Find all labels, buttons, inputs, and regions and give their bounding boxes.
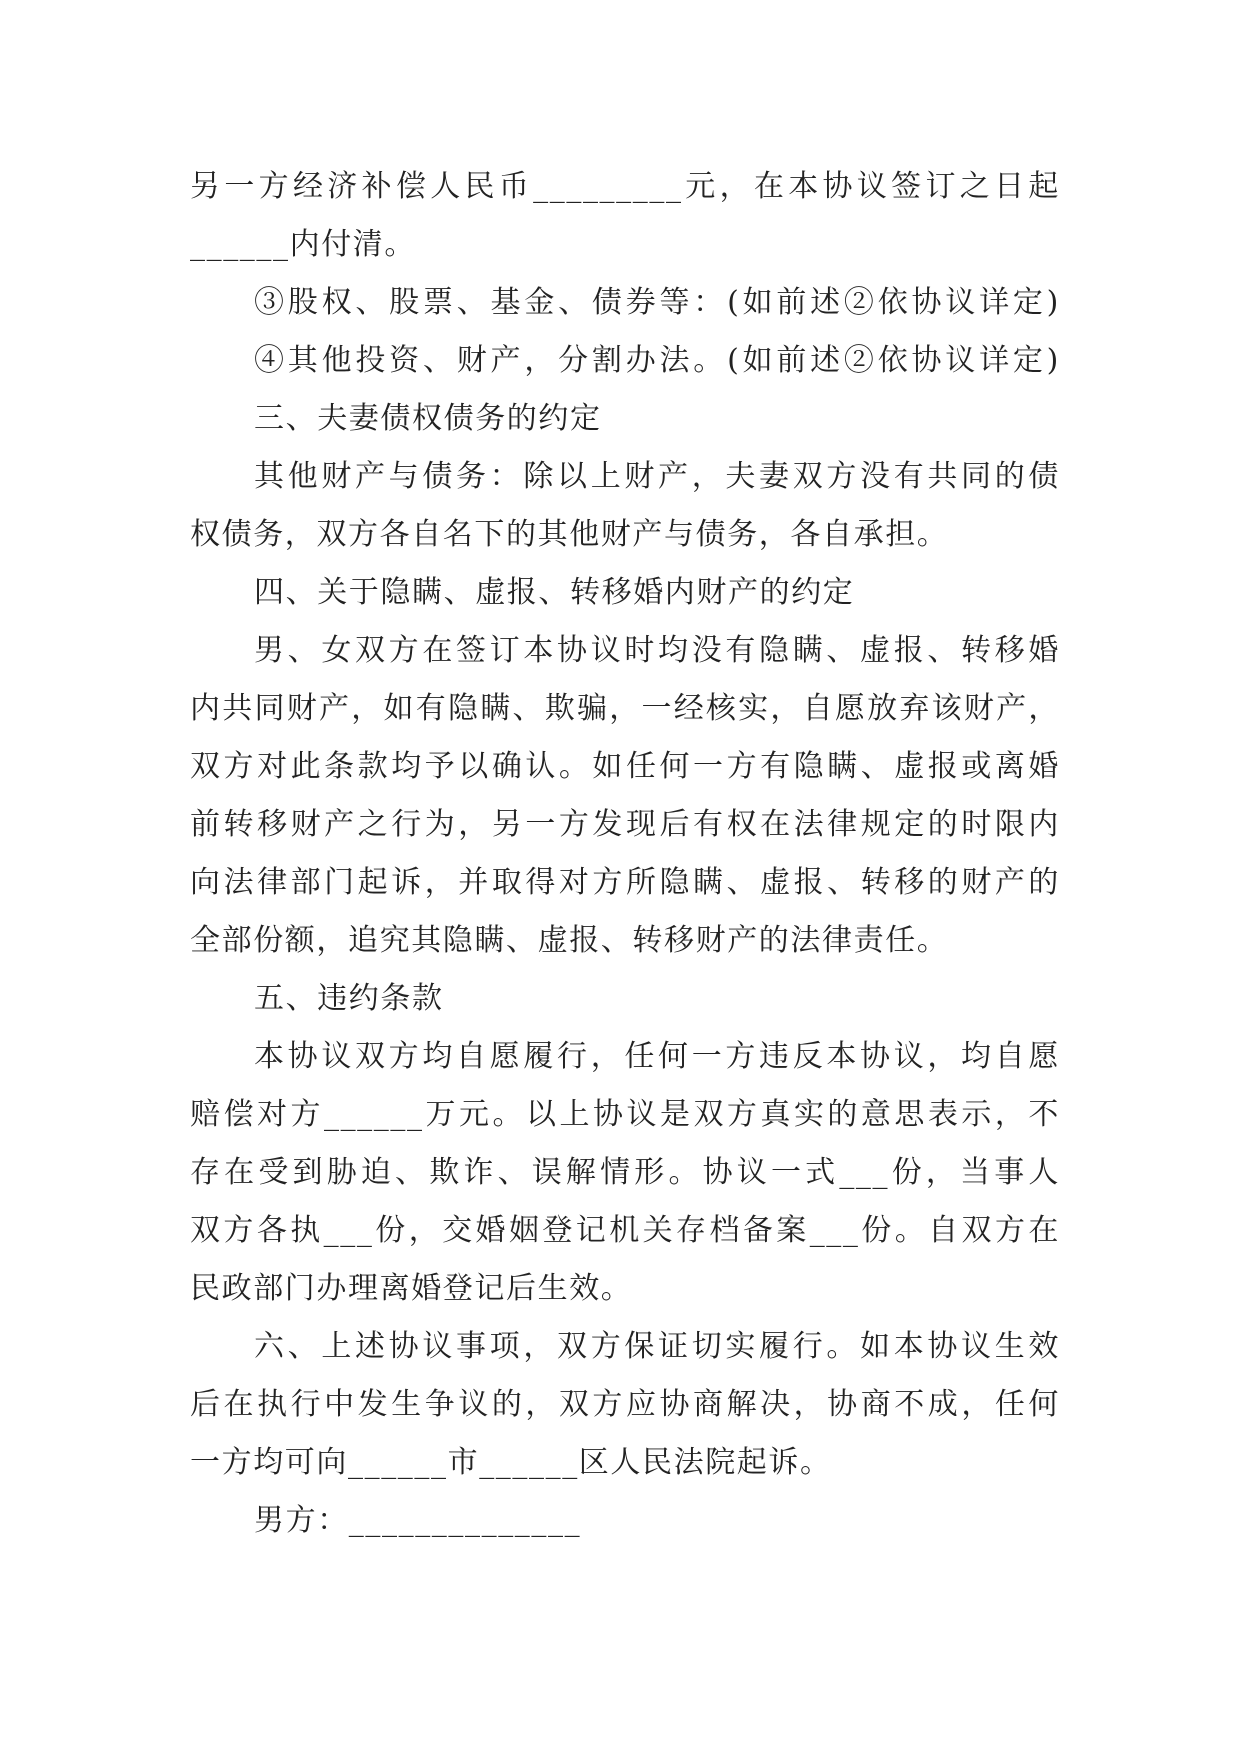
paragraph-line: ③股权、股票、基金、债券等：(如前述②依协议详定) (254, 285, 1060, 320)
paragraph-line: 其他财产与债务：除以上财产，夫妻双方没有共同的债 (254, 459, 1060, 494)
paragraph-line: 另一方经济补偿人民币_________元，在本协议签订之日起 (190, 169, 1060, 204)
paragraph-line: 向法律部门起诉，并取得对方所隐瞒、虚报、转移的财产的 (190, 865, 1060, 900)
paragraph-line: 前转移财产之行为，另一方发现后有权在法律规定的时限内 (190, 807, 1060, 842)
paragraph-line: 一方均可向______市______区人民法院起诉。 (190, 1445, 832, 1480)
signature-line-male: 男方：______________ (254, 1503, 582, 1538)
section-heading: 五、违约条款 (254, 981, 444, 1016)
paragraph-line: ______内付清。 (190, 227, 416, 262)
paragraph-line: 双方各执___份，交婚姻登记机关存档备案___份。自双方在 (190, 1213, 1060, 1248)
paragraph-line: 全部份额，追究其隐瞒、虚报、转移财产的法律责任。 (190, 923, 949, 958)
paragraph-line: 双方对此条款均予以确认。如任何一方有隐瞒、虚报或离婚 (190, 749, 1060, 784)
section-heading: 三、夫妻债权债务的约定 (254, 401, 602, 436)
paragraph-line: ④其他投资、财产，分割办法。(如前述②依协议详定) (254, 343, 1060, 378)
document-body (190, 158, 1060, 1550)
paragraph-line: 后在执行中发生争议的，双方应协商解决，协商不成，任何 (190, 1387, 1060, 1422)
paragraph-line: 本协议双方均自愿履行，任何一方违反本协议，均自愿 (254, 1039, 1060, 1074)
paragraph-line: 权债务，双方各自名下的其他财产与债务，各自承担。 (190, 517, 949, 552)
paragraph-line: 赔偿对方______万元。以上协议是双方真实的意思表示，不 (190, 1097, 1060, 1132)
section-heading: 四、关于隐瞒、虚报、转移婚内财产的约定 (254, 575, 855, 610)
paragraph-line: 内共同财产，如有隐瞒、欺骗，一经核实，自愿放弃该财产， (190, 691, 1060, 726)
paragraph-line: 存在受到胁迫、欺诈、误解情形。协议一式___份，当事人 (190, 1155, 1060, 1190)
paragraph-line: 六、上述协议事项，双方保证切实履行。如本协议生效 (254, 1329, 1060, 1364)
paragraph-line: 男、女双方在签订本协议时均没有隐瞒、虚报、转移婚 (254, 633, 1060, 668)
paragraph-line: 民政部门办理离婚登记后生效。 (190, 1271, 633, 1306)
